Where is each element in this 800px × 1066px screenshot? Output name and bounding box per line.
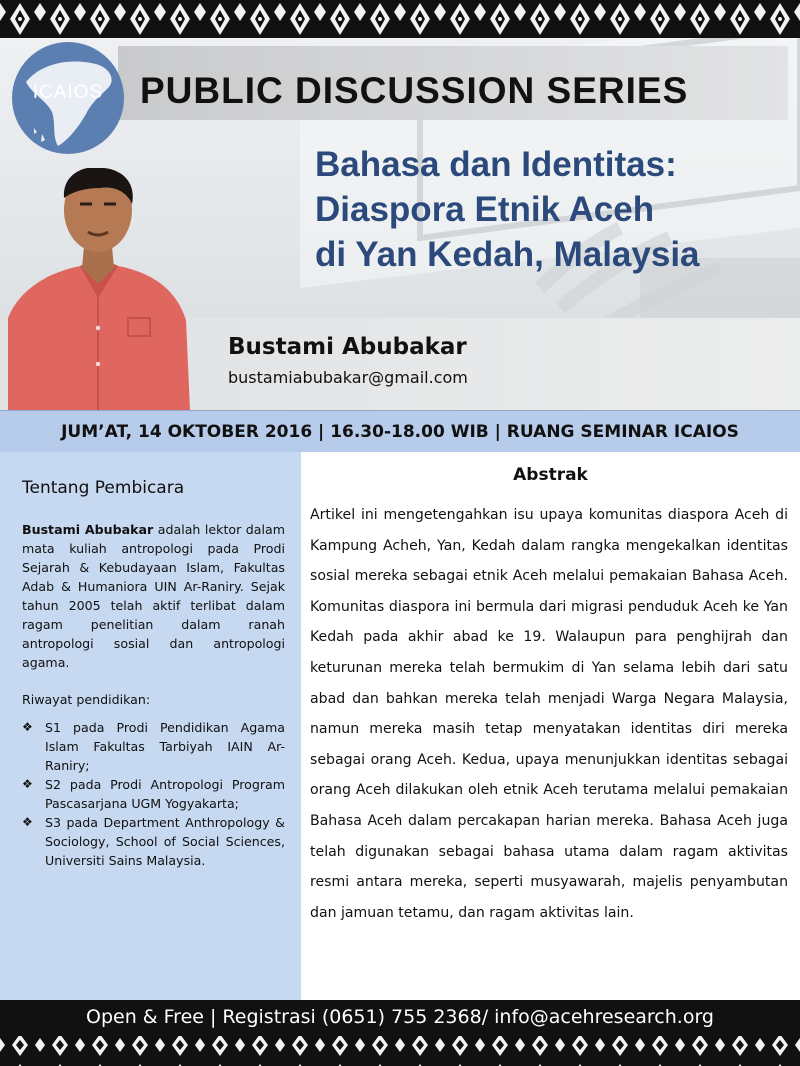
education-item <box>22 718 285 775</box>
top-ornament-band <box>0 0 800 38</box>
logo-text: ICAIOS <box>32 82 104 103</box>
diamond-bullet-icon: ❖ <box>22 777 33 791</box>
education-item-text: S3 pada Department Anthropology & Sociology, School of Social Sciences, Universiti Sains Malaysia. <box>45 815 285 868</box>
speaker-info-heading: Tentang Pembicara <box>22 478 185 498</box>
education-item <box>22 775 285 813</box>
bio-text: adalah lektor dalam mata kuliah antropologi pada Prodi Sejarah & Kebudayaan Islam, Fakultas Adab & Humaniora UIN Ar-Raniry. Sejak tahun 2005 telah aktif terlibat dalam ragam penelitian dalam ranah antropologi sosial dan antropologi agama. <box>22 522 285 670</box>
education-list <box>22 718 285 870</box>
diamond-bullet-icon: ❖ <box>22 720 33 734</box>
education-item-text: S1 pada Prodi Pendidikan Agama Islam Fakultas Tarbiyah IAIN Ar-Raniry; <box>45 720 285 773</box>
speaker-name: Bustami Abubakar <box>228 334 467 360</box>
event-details: JUM’AT, 14 OKTOBER 2016 | 16.30-18.00 WIB | RUANG SEMINAR ICAIOS <box>61 422 739 442</box>
speaker-bio <box>22 520 285 672</box>
footer-registration-info: Open & Free | Registrasi (0651) 755 2368/ info@acehresearch.org <box>85 1006 714 1028</box>
bio-speaker-name: Bustami Abubakar <box>22 522 154 537</box>
speaker-email[interactable]: bustamiabubakar@gmail.com <box>228 368 468 387</box>
series-title: PUBLIC DISCUSSION SERIES <box>140 70 689 111</box>
ornament-pattern-top <box>0 0 800 38</box>
icaios-logo <box>12 42 124 154</box>
abstract-heading: Abstrak <box>513 465 588 485</box>
speaker-photo <box>0 168 200 410</box>
topic-line-3: di Yan Kedah, Malaysia <box>315 235 700 274</box>
education-heading: Riwayat pendidikan: <box>22 692 151 707</box>
discussion-topic <box>315 142 700 277</box>
diamond-bullet-icon: ❖ <box>22 815 33 829</box>
education-item <box>22 813 285 870</box>
topic-line-2: Diaspora Etnik Aceh <box>315 190 655 229</box>
abstract-text: Artikel ini mengetengahkan isu upaya komunitas diaspora Aceh di Kampung Acheh, Yan, Kedah dalam rangka mengekalkan identitas sosial mereka sebagai etnik Aceh melalui pemakaian Bahasa Aceh. Komunitas diaspora ini bermula dari migrasi penduduk Aceh ke Yan Kedah pada akhir abad ke 19. Walaupun para penghijrah dan keturunan mereka telah bermukim di Yan selama lebih dari satu abad dan bahkan mereka telah menjadi Warga Negara Malaysia, namun mereka masih tetap menyatakan identitas diri mereka sebagai orang Aceh. Kedua, upaya menunjukkan identitas sebagai orang Aceh dilakukan oleh etnik Aceh terutama melalui pemakaian Bahasa Aceh dalam percakapan harian mereka. Bahasa Aceh juga telah digunakan sebagai bahasa utama dalam ragam aktivitas resmi antara mereka, seperti musyawarah, majelis penyambutan dan jamuan tetamu, dan ragam aktivitas lain. <box>310 507 788 921</box>
education-item-text: S2 pada Prodi Antropologi Program Pascasarjana UGM Yogyakarta; <box>45 777 285 811</box>
topic-line-1: Bahasa dan Identitas: <box>315 145 677 184</box>
